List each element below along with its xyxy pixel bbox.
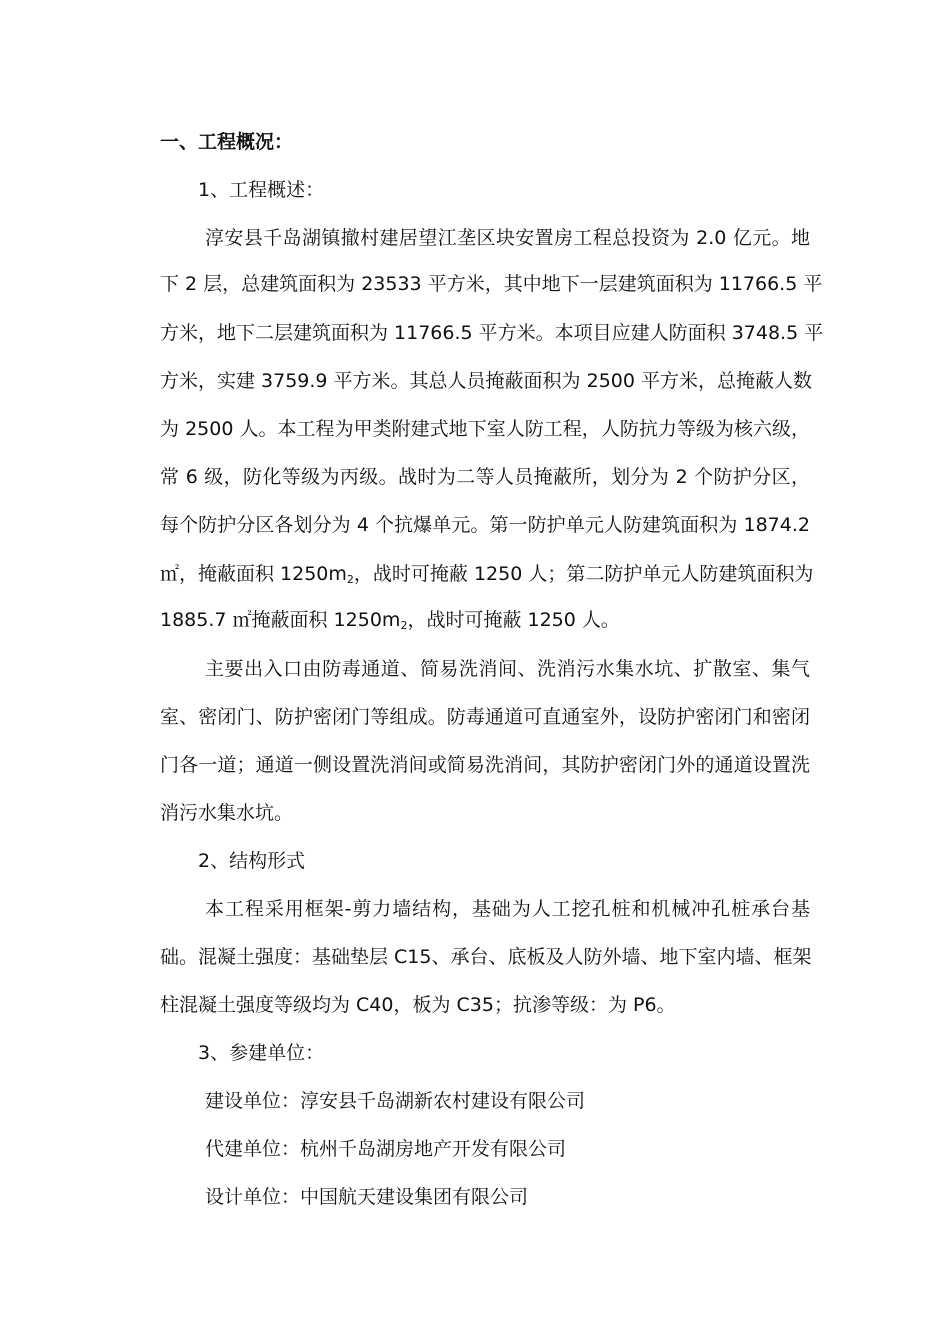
paragraph-line: 主要出入口由防毒通道、简易洗消间、洗消污水集水坑、扩散室、集气 bbox=[205, 658, 810, 680]
paragraph-line: 柱混凝土强度等级均为 C40，板为 C35；抗渗等级：为 P6。 bbox=[160, 994, 676, 1016]
paragraph-text: ㎡，掩蔽面积 1250m bbox=[160, 563, 347, 585]
paragraph-line bbox=[160, 562, 814, 592]
participant-unit: 建设单位：淳安县千岛湖新农村建设有限公司 bbox=[205, 1090, 586, 1112]
participant-unit: 代建单位：杭州千岛湖房地产开发有限公司 bbox=[205, 1138, 567, 1160]
subsection-title-overview: 1、工程概述： bbox=[198, 179, 325, 201]
paragraph-line: 消污水集水坑。 bbox=[160, 802, 294, 824]
paragraph-line: 室、密闭门、防护密闭门等组成。防毒通道可直通室外，设防护密闭门和密闭 bbox=[160, 706, 810, 728]
paragraph-text: ，战时可掩蔽 1250 人。 bbox=[407, 609, 620, 631]
paragraph-text: ，战时可掩蔽 1250 人；第二防护单元人防建筑面积为 bbox=[353, 563, 814, 585]
paragraph-line: 淳安县千岛湖镇撤村建居望江垄区块安置房工程总投资为 2.0 亿元。地 bbox=[205, 227, 810, 249]
unit-subscript: 2 bbox=[400, 619, 408, 632]
subsection-title-structure: 2、结构形式 bbox=[198, 850, 306, 872]
paragraph-line: 方米，实建 3759.9 平方米。其总人员掩蔽面积为 2500 平方米，总掩蔽人数 bbox=[160, 370, 812, 392]
section-title: 一、工程概况： bbox=[160, 131, 294, 153]
paragraph-line: 为 2500 人。本工程为甲类附建式地下室人防工程，人防抗力等级为核六级， bbox=[160, 418, 810, 440]
subsection-title-participants: 3、参建单位： bbox=[198, 1042, 325, 1064]
unit-subscript: 2 bbox=[346, 573, 354, 586]
paragraph-text: 1885.7 ㎡掩蔽面积 1250m bbox=[160, 609, 401, 631]
paragraph-line: 础。混凝土强度：基础垫层 C15、承台、底板及人防外墙、地下室内墙、框架 bbox=[160, 946, 812, 968]
paragraph-line: 本工程采用框架-剪力墙结构，基础为人工挖孔桩和机械冲孔桩承台基 bbox=[205, 898, 810, 920]
participant-unit: 设计单位：中国航天建设集团有限公司 bbox=[205, 1186, 529, 1208]
paragraph-line: 门各一道；通道一侧设置洗消间或简易洗消间，其防护密闭门外的通道设置洗 bbox=[160, 754, 810, 776]
paragraph-line: 下 2 层，总建筑面积为 23533 平方米，其中地下一层建筑面积为 11766.5 平 bbox=[160, 273, 823, 295]
paragraph-line: 常 6 级，防化等级为丙级。战时为二等人员掩蔽所，划分为 2 个防护分区， bbox=[160, 466, 810, 488]
paragraph-line: 每个防护分区各划分为 4 个抗爆单元。第一防护单元人防建筑面积为 1874.2 bbox=[160, 514, 810, 536]
paragraph-line bbox=[160, 608, 810, 638]
paragraph-line: 方米，地下二层建筑面积为 11766.5 平方米。本项目应建人防面积 3748.5 平 bbox=[160, 322, 824, 344]
